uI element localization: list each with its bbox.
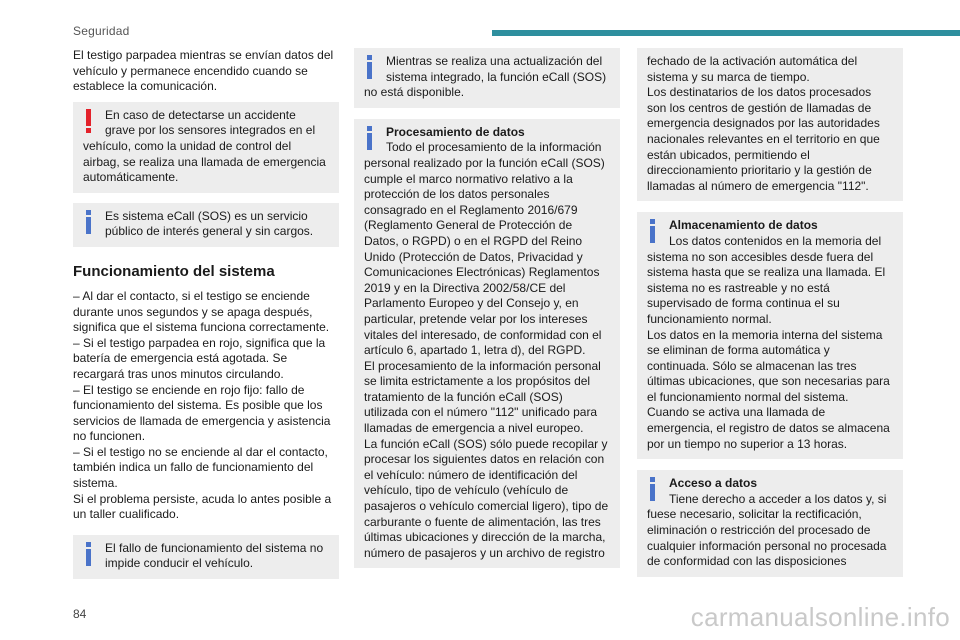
box-title: Almacenamiento de datos	[669, 218, 818, 233]
info-icon	[364, 54, 376, 80]
info-box-malfunction	[73, 535, 339, 579]
info-box-text: Mientras se realiza una actualización del sistema integrado, la función eCall (SOS) no está disponible.	[364, 54, 607, 100]
info-icon	[83, 541, 95, 567]
info-icon	[364, 125, 376, 151]
column-2	[354, 48, 620, 578]
section-heading: Funcionamiento del sistema	[73, 262, 275, 280]
info-box-data-access	[637, 470, 903, 577]
section-title: Seguridad	[73, 24, 130, 38]
column-3	[637, 48, 903, 587]
info-box-text: Es sistema eCall (SOS) es un servicio público de interés general y sin cargos.	[105, 208, 314, 239]
box-body: Tiene derecho a acceder a los datos y, si fuese necesario, solicitar la rectificación, eliminación o restricción del procesado de cualquier información personal no procesada de conformidad con las disposiciones	[647, 491, 887, 569]
box-body: Todo el procesamiento de la información personal realizado por la función eCall (SOS) cumple el marco normativo relativo a la protección de los datos personales consagrado en el Reglamento 2016/679 (Reglamento General de Protección de Datos, o RGPD) o en el RGPD del Reino Unido (Protección de Datos, Privacidad y Comunicaciones Electrónicas) Reglamentos 2019 y en la Directiva 2002/58/CE del Parlamento Europeo y del Consejo y, en particular, pretende velar por los intereses vitales del interesado, de conformidad con el artículo 6, apartado 1, letra d), del RGPD. El procesamiento de la información personal se limita estrictamente a los propósitos del tratamiento de la función eCall (SOS) utilizada con el número "112" unificado para llamadas de emergencia a nivel europeo. La función eCall (SOS) sólo puede recopilar y procesar los siguientes datos en relación con el vehículo: número de identificación del vehículo, tipo de vehículo (vehículo de pasajeros o vehículo comercial ligero), tipo de carburante o fuente de alimentación, las tres últimas ubicaciones y dirección de la marcha, número de pasajeros y un archivo de registro	[364, 140, 609, 560]
box-body: Los datos contenidos en la memoria del sistema no son accesibles desde fuera del sistema hasta que se realiza una llamada. El sistema no es rastreable y no está supervisado de forma continua el su funcionamiento normal. Los datos en la memoria interna del sistema se eliminan de forma automática y continuada. Sólo se almacenan las tres últimas ubicaciones, que son necesarias para el funcionamiento normal del sistema. Cuando se activa una llamada de emergencia, el registro de datos se almacena por un tiempo no superior a 13 horas.	[647, 233, 890, 451]
page-number: 84	[73, 607, 87, 621]
warning-box-text: En caso de detectarse un accidente grave por los sensores integrados en el vehículo, como la unidad de control del airbag, se realiza una llamada de emergencia automáticamente.	[83, 107, 326, 185]
info-box-data-storage	[637, 212, 903, 459]
box-title: Procesamiento de datos	[386, 124, 525, 139]
intro-paragraph: El testigo parpadea mientras se envían datos del vehículo y permanece encendido cuando se establece la comunicación.	[73, 48, 334, 94]
watermark: carmanualsonline.info	[690, 602, 950, 632]
box-body: fechado de la activación automática del sistema y su marca de tiempo. Los destinatarios de los datos procesados son los centros de gestión de llamadas de emergencia designados por las autoridades nacionales relevantes en el territorio en que están ubicados, permitiendo el direccionamiento prioritario y la gestión de llamadas al número de emergencia "112".	[647, 54, 880, 193]
info-box-data-processing	[354, 119, 620, 569]
info-box-public-service	[73, 203, 339, 247]
box-title: Acceso a datos	[669, 476, 758, 491]
system-operation-text: – Al dar el contacto, si el testigo se enciende durante unos segundos y se apaga después, significa que el sistema funciona correctamente. – Si el testigo parpadea en rojo, significa que la batería de emergencia está agotada. Se recargará tras unos minutos circulando. – El testigo se enciende en rojo fijo: fallo de funcionamiento del sistema. Es posible que los servicios de llamada de emergencia y asistencia no funcionen. – Si el testigo no se enciende al dar el contacto, también indica un fallo de funcionamiento del sistema. Si el problema persiste, acuda lo antes posible a un taller cualificado.	[73, 288, 332, 522]
warning-box	[73, 102, 339, 193]
warning-icon	[83, 108, 95, 134]
info-box-text: El fallo de funcionamiento del sistema no impide conducir el vehículo.	[105, 540, 324, 571]
info-icon	[83, 209, 95, 235]
info-box-continued	[637, 48, 903, 201]
column-1	[73, 48, 339, 589]
info-box-update	[354, 48, 620, 108]
info-icon	[647, 218, 659, 244]
info-icon	[647, 476, 659, 502]
header-accent-bar	[492, 30, 960, 36]
